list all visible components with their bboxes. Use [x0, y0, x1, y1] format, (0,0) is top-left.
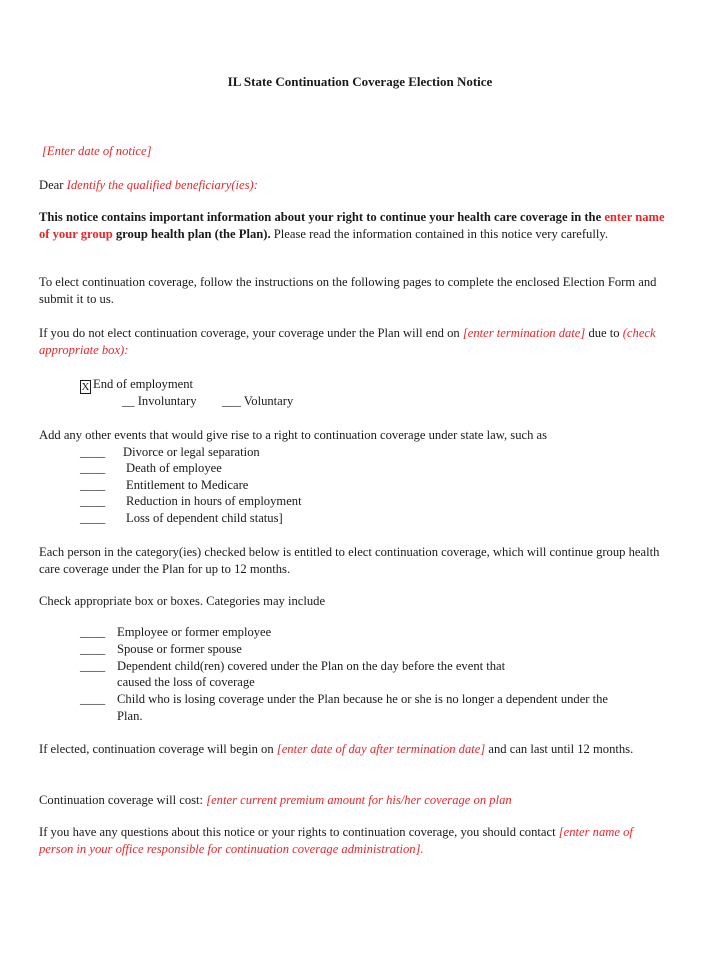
- event-blank: ____: [80, 478, 106, 492]
- termination-date-placeholder: [enter termination date]: [462, 326, 586, 340]
- involuntary-option: __ Involuntary: [122, 394, 197, 408]
- salutation-prefix: Dear: [39, 178, 67, 192]
- event-item: [80, 493, 302, 510]
- intro-paragraph: [39, 209, 669, 243]
- termination-text-1: If you do not elect continuation coverage, your coverage under the Plan will end on: [39, 326, 463, 340]
- intro-bold-start: This notice contains important information about your right to continue your health care coverage in the: [39, 210, 602, 224]
- cost-text: Continuation coverage will cost:: [39, 793, 207, 807]
- notice-date-placeholder: [Enter date of notice]: [42, 144, 152, 158]
- category-label: Child who is losing coverage under the Plan because he or she is no longer a dependent under the: [117, 692, 609, 706]
- category-label: Dependent child(ren) covered under the Plan on the day before the event that: [117, 659, 506, 673]
- begin-text-1: If elected, continuation coverage will begin on: [39, 742, 277, 756]
- category-label: Employee or former employee: [117, 625, 272, 639]
- categories-intro: Check appropriate box or boxes. Categories may include: [39, 594, 326, 608]
- category-label: Spouse or former spouse: [117, 642, 242, 656]
- contact-text: If you have any questions about this notice or your rights to continuation coverage, you should contact: [39, 825, 559, 839]
- contact-paragraph: [39, 824, 669, 858]
- category-item: [80, 691, 608, 708]
- termination-paragraph: [39, 325, 669, 359]
- cost-paragraph: [39, 792, 669, 809]
- other-events-intro: Add any other events that would give rise to a right to continuation coverage under state law, such as: [39, 428, 548, 442]
- event-item: [80, 510, 283, 527]
- end-of-employment-label: End of employment: [93, 377, 194, 391]
- elect-instructions: To elect continuation coverage, follow the instructions on the following pages to complete the enclosed Election Form and submit it to us.: [39, 275, 657, 306]
- category-blank: ____: [80, 659, 106, 673]
- event-label: Entitlement to Medicare: [126, 478, 249, 492]
- check-box-placeholder: (check appropriate box):: [39, 326, 656, 357]
- category-item: [80, 641, 242, 658]
- event-label: Death of employee: [126, 461, 222, 475]
- group-name-placeholder: enter name of your group: [39, 210, 665, 241]
- salutation: [39, 177, 669, 194]
- contact-person-placeholder: [enter name of person in your office responsible for continuation coverage administration].: [39, 825, 633, 856]
- premium-placeholder: [enter current premium amount for his/her coverage on plan: [206, 793, 512, 807]
- begin-paragraph: [39, 741, 669, 758]
- event-blank: ____: [80, 511, 106, 525]
- entitled-paragraph: Each person in the category(ies) checked below is entitled to elect continuation coverage, which will continue group health care coverage under the Plan for up to 12 months.: [39, 545, 660, 576]
- category-blank: ____: [80, 642, 106, 656]
- begin-text-2: and can last until 12 months.: [485, 742, 634, 756]
- event-item: [80, 444, 260, 461]
- event-label: Reduction in hours of employment: [126, 494, 302, 508]
- intro-rest: Please read the information contained in this notice very carefully.: [270, 226, 608, 241]
- category-item: [80, 658, 505, 675]
- event-label: Loss of dependent child status]: [126, 511, 283, 525]
- begin-date-placeholder: [enter date of day after termination date]: [276, 742, 486, 756]
- category-label-continued: Plan.: [117, 709, 143, 723]
- event-blank: ____: [80, 494, 106, 508]
- category-label-continued: caused the loss of coverage: [117, 675, 255, 689]
- end-of-employment-option: [80, 376, 193, 394]
- intro-bold-end: group health plan (the Plan).: [112, 226, 271, 241]
- event-item: [80, 460, 222, 477]
- beneficiary-placeholder: Identify the qualified beneficiary(ies):: [66, 178, 258, 192]
- category-blank: ____: [80, 692, 106, 706]
- event-blank: ____: [80, 445, 106, 459]
- voluntary-option: ___ Voluntary: [222, 394, 294, 408]
- document-title: IL State Continuation Coverage Election Notice: [227, 74, 493, 89]
- event-label: Divorce or legal separation: [123, 445, 260, 459]
- event-item: [80, 477, 248, 494]
- category-blank: ____: [80, 625, 106, 639]
- termination-text-2: due to: [585, 326, 623, 340]
- category-item: [80, 624, 271, 641]
- event-blank: ____: [80, 461, 106, 475]
- checked-box[interactable]: X: [81, 381, 90, 393]
